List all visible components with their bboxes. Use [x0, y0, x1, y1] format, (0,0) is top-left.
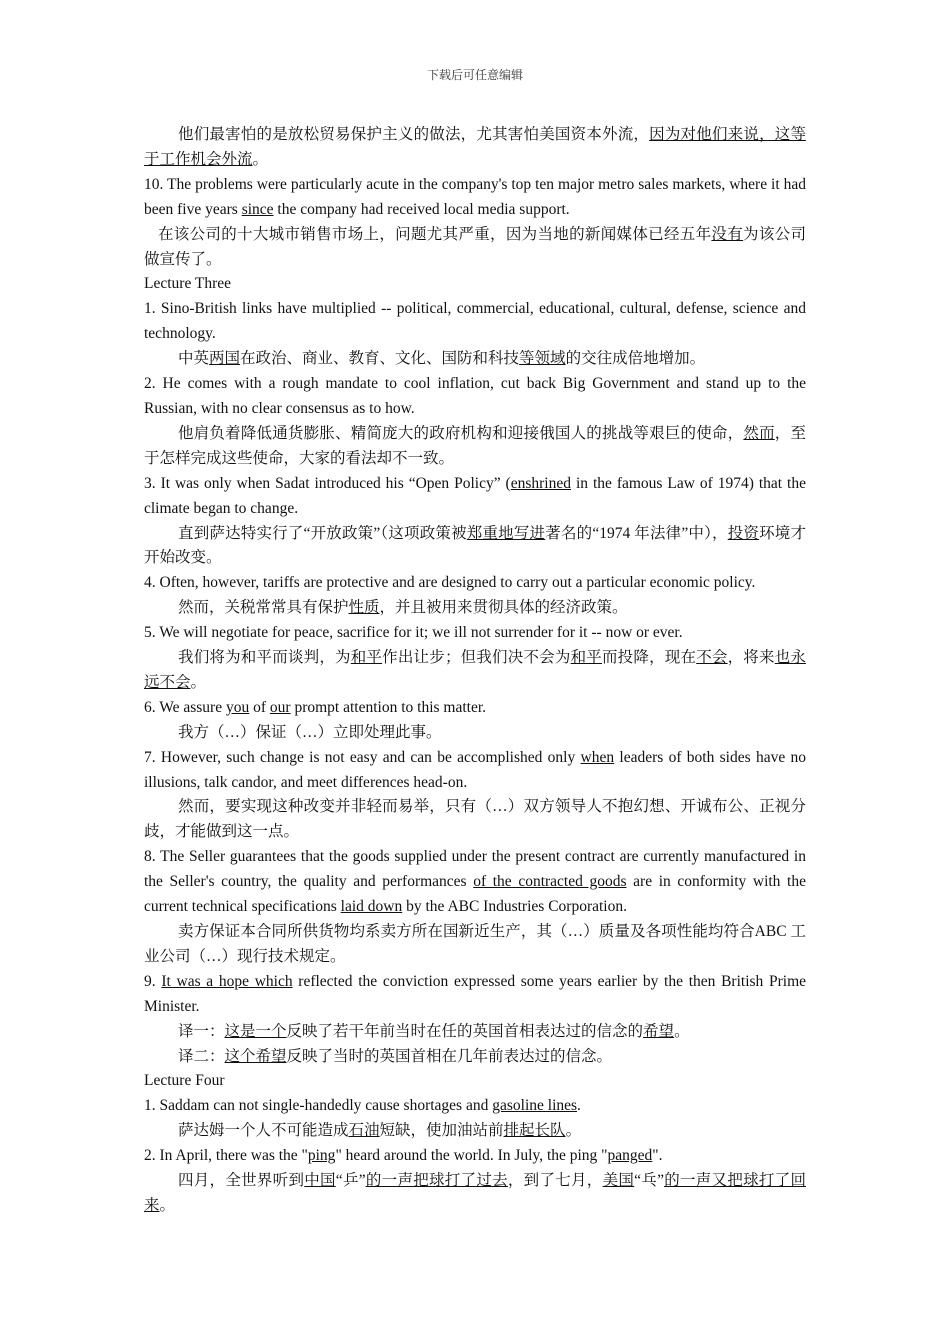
text-run: ，并且被用来贯彻具体的经济政策。 — [379, 599, 628, 617]
paragraph — [144, 970, 806, 1020]
paragraph — [144, 472, 806, 522]
underlined-text: laid down — [340, 898, 403, 916]
paragraph — [144, 721, 806, 746]
paragraph — [144, 571, 806, 596]
text-run: ，到了七月， — [507, 1172, 603, 1190]
paragraph — [144, 1045, 806, 1070]
paragraph — [144, 347, 806, 372]
text-run: 在政治、商业、教育、文化、国防和科技 — [240, 350, 520, 368]
text-run: 他们最害怕的是放松贸易保护主义的做法，尤其害怕美国资本外流， — [178, 126, 650, 143]
paragraph — [144, 173, 806, 223]
text-run: 作出让步；但我们决不会为 — [382, 649, 571, 667]
paragraph — [144, 596, 806, 621]
paragraph — [144, 422, 806, 472]
text-run: 他肩负着降低通货膨胀、精简庞大的政府机构和迎接俄国人的挑战等艰巨的使命， — [178, 424, 744, 442]
underlined-text: 然而 — [743, 424, 775, 442]
underlined-text: 希望 — [643, 1022, 675, 1040]
paragraph — [144, 1119, 806, 1144]
underlined-text: 的一声又把球打了回来 — [144, 1172, 806, 1214]
text-run: 著名的“1974 年法律”中）， — [545, 524, 728, 542]
underlined-text: It was a hope which — [161, 972, 293, 990]
paragraph — [144, 297, 806, 347]
text-run: in the famous Law of 1974) that the climate began to change. — [144, 474, 806, 517]
text-run: 1. Sino-British links have multiplied -- political, commercial, educational, cultural, defense, science and technology. — [144, 300, 806, 343]
paragraph — [144, 621, 806, 646]
underlined-text: 这是一个 — [224, 1022, 287, 1040]
underlined-text: 投资 — [727, 524, 760, 542]
text-run: 2. He comes with a rough mandate to cool inflation, cut back Big Government and stand up to the Russian, with no clear consensus as to how. — [144, 375, 806, 417]
paragraph — [144, 845, 806, 920]
text-run: 8. The Seller guarantees that the goods supplied under the present contract are currently manufactured in the Seller's country, the quality and performances — [144, 848, 806, 891]
text-run: 短缺，使加油站前 — [379, 1122, 504, 1140]
text-run: 在该公司的十大城市销售市场上，问题尤其严重，因为当地的新闻媒体已经五年 — [158, 225, 712, 243]
paragraph — [144, 372, 806, 422]
underlined-text: gasoline lines — [492, 1097, 578, 1115]
underlined-text: 等领域 — [519, 350, 566, 368]
text-run: 3. It was only when Sadat introduced his “Open Policy” ( — [144, 474, 511, 492]
paragraph — [144, 1169, 806, 1219]
document-body — [144, 123, 806, 1219]
paragraph — [144, 522, 806, 572]
text-run: 。 — [159, 1196, 176, 1214]
text-run: 四月，全世界听到 — [178, 1172, 305, 1190]
text-run: 我方（…）保证（…）立即处理此事。 — [178, 723, 442, 741]
text-run: 译一： — [178, 1022, 225, 1040]
text-run: 6. We assure — [144, 698, 226, 716]
underlined-text: 不会 — [696, 649, 728, 667]
underlined-text: 两国 — [209, 350, 241, 368]
text-run: 反映了若干年前当时在任的英国首相表达过的信念的 — [286, 1022, 644, 1040]
text-run: Lecture Four — [144, 1072, 225, 1090]
paragraph — [144, 746, 806, 796]
text-run: ，将来 — [727, 649, 775, 667]
text-run: of — [249, 698, 270, 716]
text-run: prompt attention to this matter. — [290, 698, 487, 716]
page-header: 下载后可任意编辑 — [426, 68, 523, 82]
underlined-text: 中国 — [304, 1172, 336, 1190]
text-run: Lecture Three — [144, 275, 232, 293]
text-run: 7. However, such change is not easy and can be accomplished only — [144, 748, 581, 766]
text-run: 为该公司做宣传了。 — [144, 225, 806, 268]
paragraph — [144, 795, 806, 845]
underlined-text: 美国 — [602, 1172, 635, 1190]
text-run: 而投降，现在 — [601, 649, 697, 667]
text-run: the company had received local media support. — [273, 200, 570, 218]
underlined-text: 石油 — [348, 1122, 380, 1140]
paragraph — [144, 223, 806, 273]
underlined-text: 排起长队 — [503, 1122, 566, 1140]
underlined-text: you — [225, 698, 250, 716]
underlined-text: 和平 — [350, 649, 383, 667]
text-run: 。 — [190, 673, 207, 691]
text-run: are in conformity with the current technical specifications — [144, 873, 806, 916]
paragraph — [144, 1020, 806, 1045]
text-run: “乓” — [634, 1172, 664, 1190]
underlined-text: 和平 — [570, 649, 602, 667]
text-run: 4. Often, however, tariffs are protective and are designed to carry out a particular economic policy. — [144, 574, 756, 592]
paragraph — [144, 920, 806, 970]
text-run: . — [577, 1097, 581, 1115]
underlined-text: when — [580, 748, 615, 766]
underlined-text: of the contracted goods — [473, 873, 627, 891]
text-run: " heard around the world. In July, the ping " — [335, 1147, 608, 1165]
text-run: 10. The problems were particularly acute in the company's top ten major metro sales markets, where it had been five years — [144, 175, 806, 218]
text-run: 译二： — [178, 1047, 225, 1065]
text-run: 9. — [144, 972, 162, 990]
text-run: 5. We will negotiate for peace, sacrifice for it; we ill not surrender for it -- now or ever. — [144, 624, 683, 642]
text-run: ". — [652, 1147, 663, 1165]
section-heading — [144, 1069, 806, 1094]
paragraph — [144, 1144, 806, 1169]
text-run: 中英 — [178, 350, 210, 368]
underlined-text: since — [241, 200, 274, 218]
text-run: by the ABC Industries Corporation. — [402, 898, 627, 916]
underlined-text: our — [269, 698, 291, 716]
text-run: “乒” — [335, 1172, 366, 1190]
underlined-text: 因为对他们来说，这等于工作机会外流 — [144, 126, 806, 168]
underlined-text: 没有 — [711, 225, 744, 243]
text-run: 。 — [565, 1122, 582, 1140]
text-run: 2. In April, there was the " — [144, 1147, 308, 1165]
text-run: 。 — [252, 150, 269, 168]
underlined-text: 郑重地写进 — [466, 524, 546, 542]
paragraph — [144, 646, 806, 696]
section-heading — [144, 272, 806, 297]
text-run: 。 — [674, 1022, 690, 1040]
text-run: 直到萨达特实行了“开放政策”（这项政策被 — [178, 524, 467, 542]
paragraph — [144, 696, 806, 721]
underlined-text: 的一声把球打了过去 — [365, 1172, 508, 1190]
underlined-text: 也永远不会 — [144, 649, 806, 691]
underlined-text: enshrined — [510, 474, 571, 492]
underlined-text: 性质 — [348, 599, 380, 617]
text-run: 然而，关税常常具有保护 — [178, 599, 349, 617]
text-run: 我们将为和平而谈判，为 — [178, 649, 351, 667]
underlined-text: ping — [307, 1147, 336, 1165]
paragraph — [144, 123, 806, 173]
text-run: 然而，要实现这种改变并非轻而易举，只有（…）双方领导人不抱幻想、开诚布公、正视分歧，才能做到这一点。 — [144, 798, 806, 841]
text-run: ，至于怎样完成这些使命，大家的看法却不一致。 — [144, 424, 806, 467]
text-run: 环境才开始改变。 — [144, 524, 806, 567]
paragraph — [144, 1094, 806, 1119]
text-run: reflected the conviction expressed some years earlier by the then British Prime Minister. — [144, 972, 807, 1015]
text-run: 萨达姆一个人不可能造成 — [178, 1122, 349, 1140]
text-run: leaders of both sides have no illusions, talk candor, and meet differences head-on. — [144, 748, 807, 791]
text-run: 1. Saddam can not single-handedly cause shortages and — [144, 1097, 493, 1115]
text-run: 的交往成倍地增加。 — [565, 350, 706, 368]
text-run: 卖方保证本合同所供货物均系卖方所在国新近生产，其（…）质量及各项性能均符合ABC 工业公司（…）现行技术规定。 — [144, 923, 806, 965]
underlined-text: 这个希望 — [224, 1047, 287, 1065]
underlined-text: panged — [607, 1147, 653, 1165]
text-run: 反映了当时的英国首相在几年前表达过的信念。 — [286, 1047, 613, 1065]
